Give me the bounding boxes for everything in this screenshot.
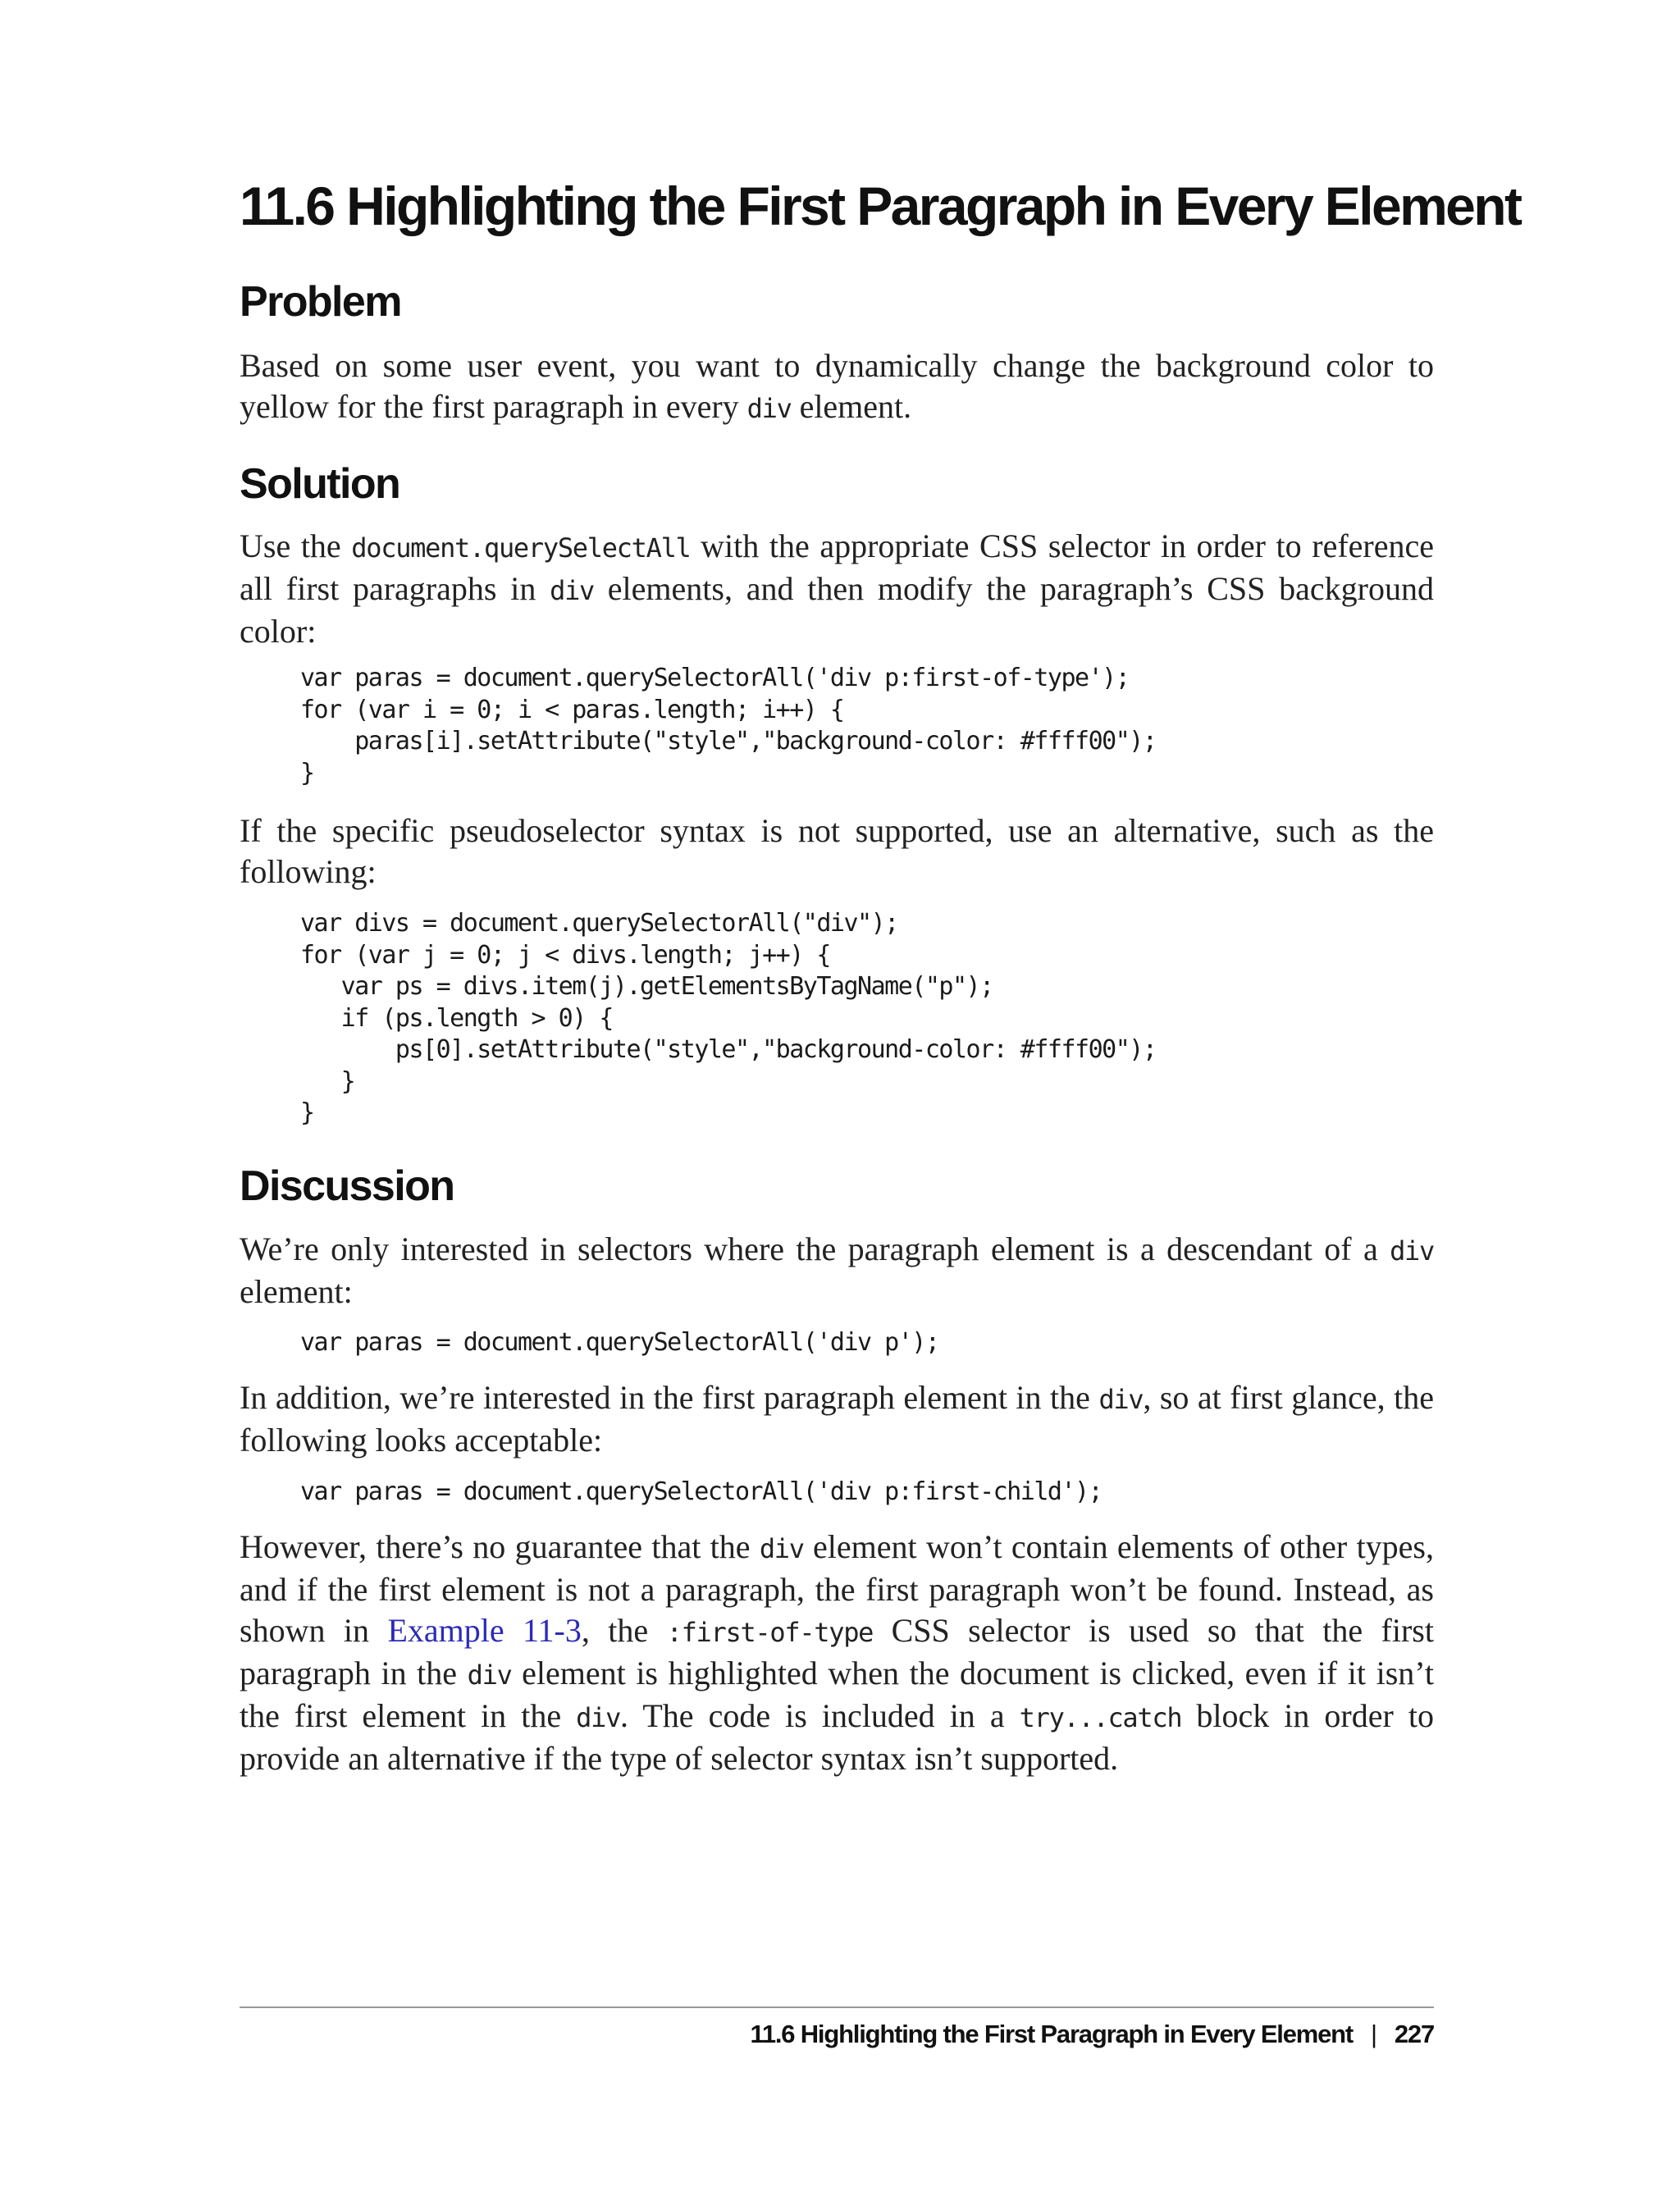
inline-code: try...catch — [1019, 1702, 1182, 1733]
inline-code: div — [1098, 1384, 1144, 1415]
text-run: In addition, we’re interested in the first paragraph element in the — [240, 1379, 1099, 1416]
text-run: . The code is included in a — [620, 1697, 1020, 1734]
solution-heading: Solution — [240, 460, 400, 508]
text-run: with the appropriate CSS selector in order to reference all first paragraphs in — [240, 527, 1434, 607]
discussion-paragraph-3 — [240, 1527, 1434, 1779]
text-run: element is highlighted when the document is clicked, even if it isn’t the first element in the — [240, 1655, 1434, 1734]
footer-running-title: 11.6 Highlighting the First Paragraph in Every Element — [750, 2020, 1354, 2048]
inline-code: div — [550, 575, 595, 606]
solution-intro-paragraph — [240, 526, 1434, 652]
descendant-selector-code: var paras = document.querySelectorAll('div p'); — [300, 1328, 939, 1357]
inline-code: div — [576, 1702, 621, 1733]
solution-alternative-paragraph: If the specific pseudoselector syntax is not supported, use an alternative, such as the following: — [240, 812, 1434, 890]
text-run: , so at first glance, the following looks acceptable: — [240, 1379, 1434, 1459]
text-run: block in order to provide an alternative if the type of selector syntax isn’t supported. — [240, 1697, 1434, 1777]
alternative-code-block: var divs = document.querySelectorAll("div"); for (var j = 0; j < divs.length; j++) { var ps = divs.item(j).getElementsByTagName("p"); if (ps.length > 0) { ps[0].setAttribute("style","background-color: #ffff00"); } } — [300, 909, 1157, 1127]
text-run: elements, and then modify the paragraph’s CSS background color: — [240, 570, 1434, 650]
inline-code: div — [746, 393, 792, 424]
discussion-paragraph-1 — [240, 1229, 1434, 1312]
inline-code: div — [467, 1659, 512, 1691]
text-run: However, there’s no guarantee that the — [240, 1528, 760, 1565]
text-run: We’re only interested in selectors where the paragraph element is a descendant of a — [240, 1230, 1390, 1267]
problem-paragraph — [240, 345, 1434, 429]
discussion-heading: Discussion — [240, 1162, 454, 1210]
text-run: element won’t contain elements of other types, and if the first element is not a paragraph, the first paragraph won’t be found. Instead, as shown in — [240, 1528, 1434, 1649]
footer-separator: | — [1371, 2020, 1376, 2048]
footer-divider — [240, 2006, 1434, 2008]
first-child-selector-code: var paras = document.querySelectorAll('div p:first-child'); — [300, 1477, 1102, 1506]
inline-code: div — [1390, 1235, 1434, 1267]
solution-code-block: var paras = document.querySelectorAll('div p:first-of-type'); for (var i = 0; i < paras.length; i++) { paras[i].setAttribute("style","background-color: #ffff00"); } — [300, 664, 1157, 788]
example-11-3-link[interactable]: Example 11-3 — [387, 1612, 582, 1649]
text-run: Use the — [240, 527, 352, 564]
chapter-title: 11.6 Highlighting the First Paragraph in Every Element — [240, 176, 1521, 236]
problem-heading: Problem — [240, 278, 401, 326]
text-run: CSS selector is used so that the first paragraph in the — [240, 1612, 1434, 1691]
inline-code: :first-of-type — [666, 1617, 874, 1648]
page-footer — [751, 2020, 1435, 2049]
text-run: element. — [791, 388, 912, 425]
text-run: , the — [581, 1612, 667, 1649]
text-run: element: — [240, 1273, 353, 1310]
text-run: Based on some user event, you want to dynamically change the background color to yellow for the first paragraph in every — [240, 347, 1434, 425]
page-number: 227 — [1394, 2020, 1434, 2048]
discussion-paragraph-2 — [240, 1377, 1434, 1461]
inline-code: div — [759, 1533, 804, 1564]
inline-code: document.querySelectAll — [351, 532, 691, 564]
